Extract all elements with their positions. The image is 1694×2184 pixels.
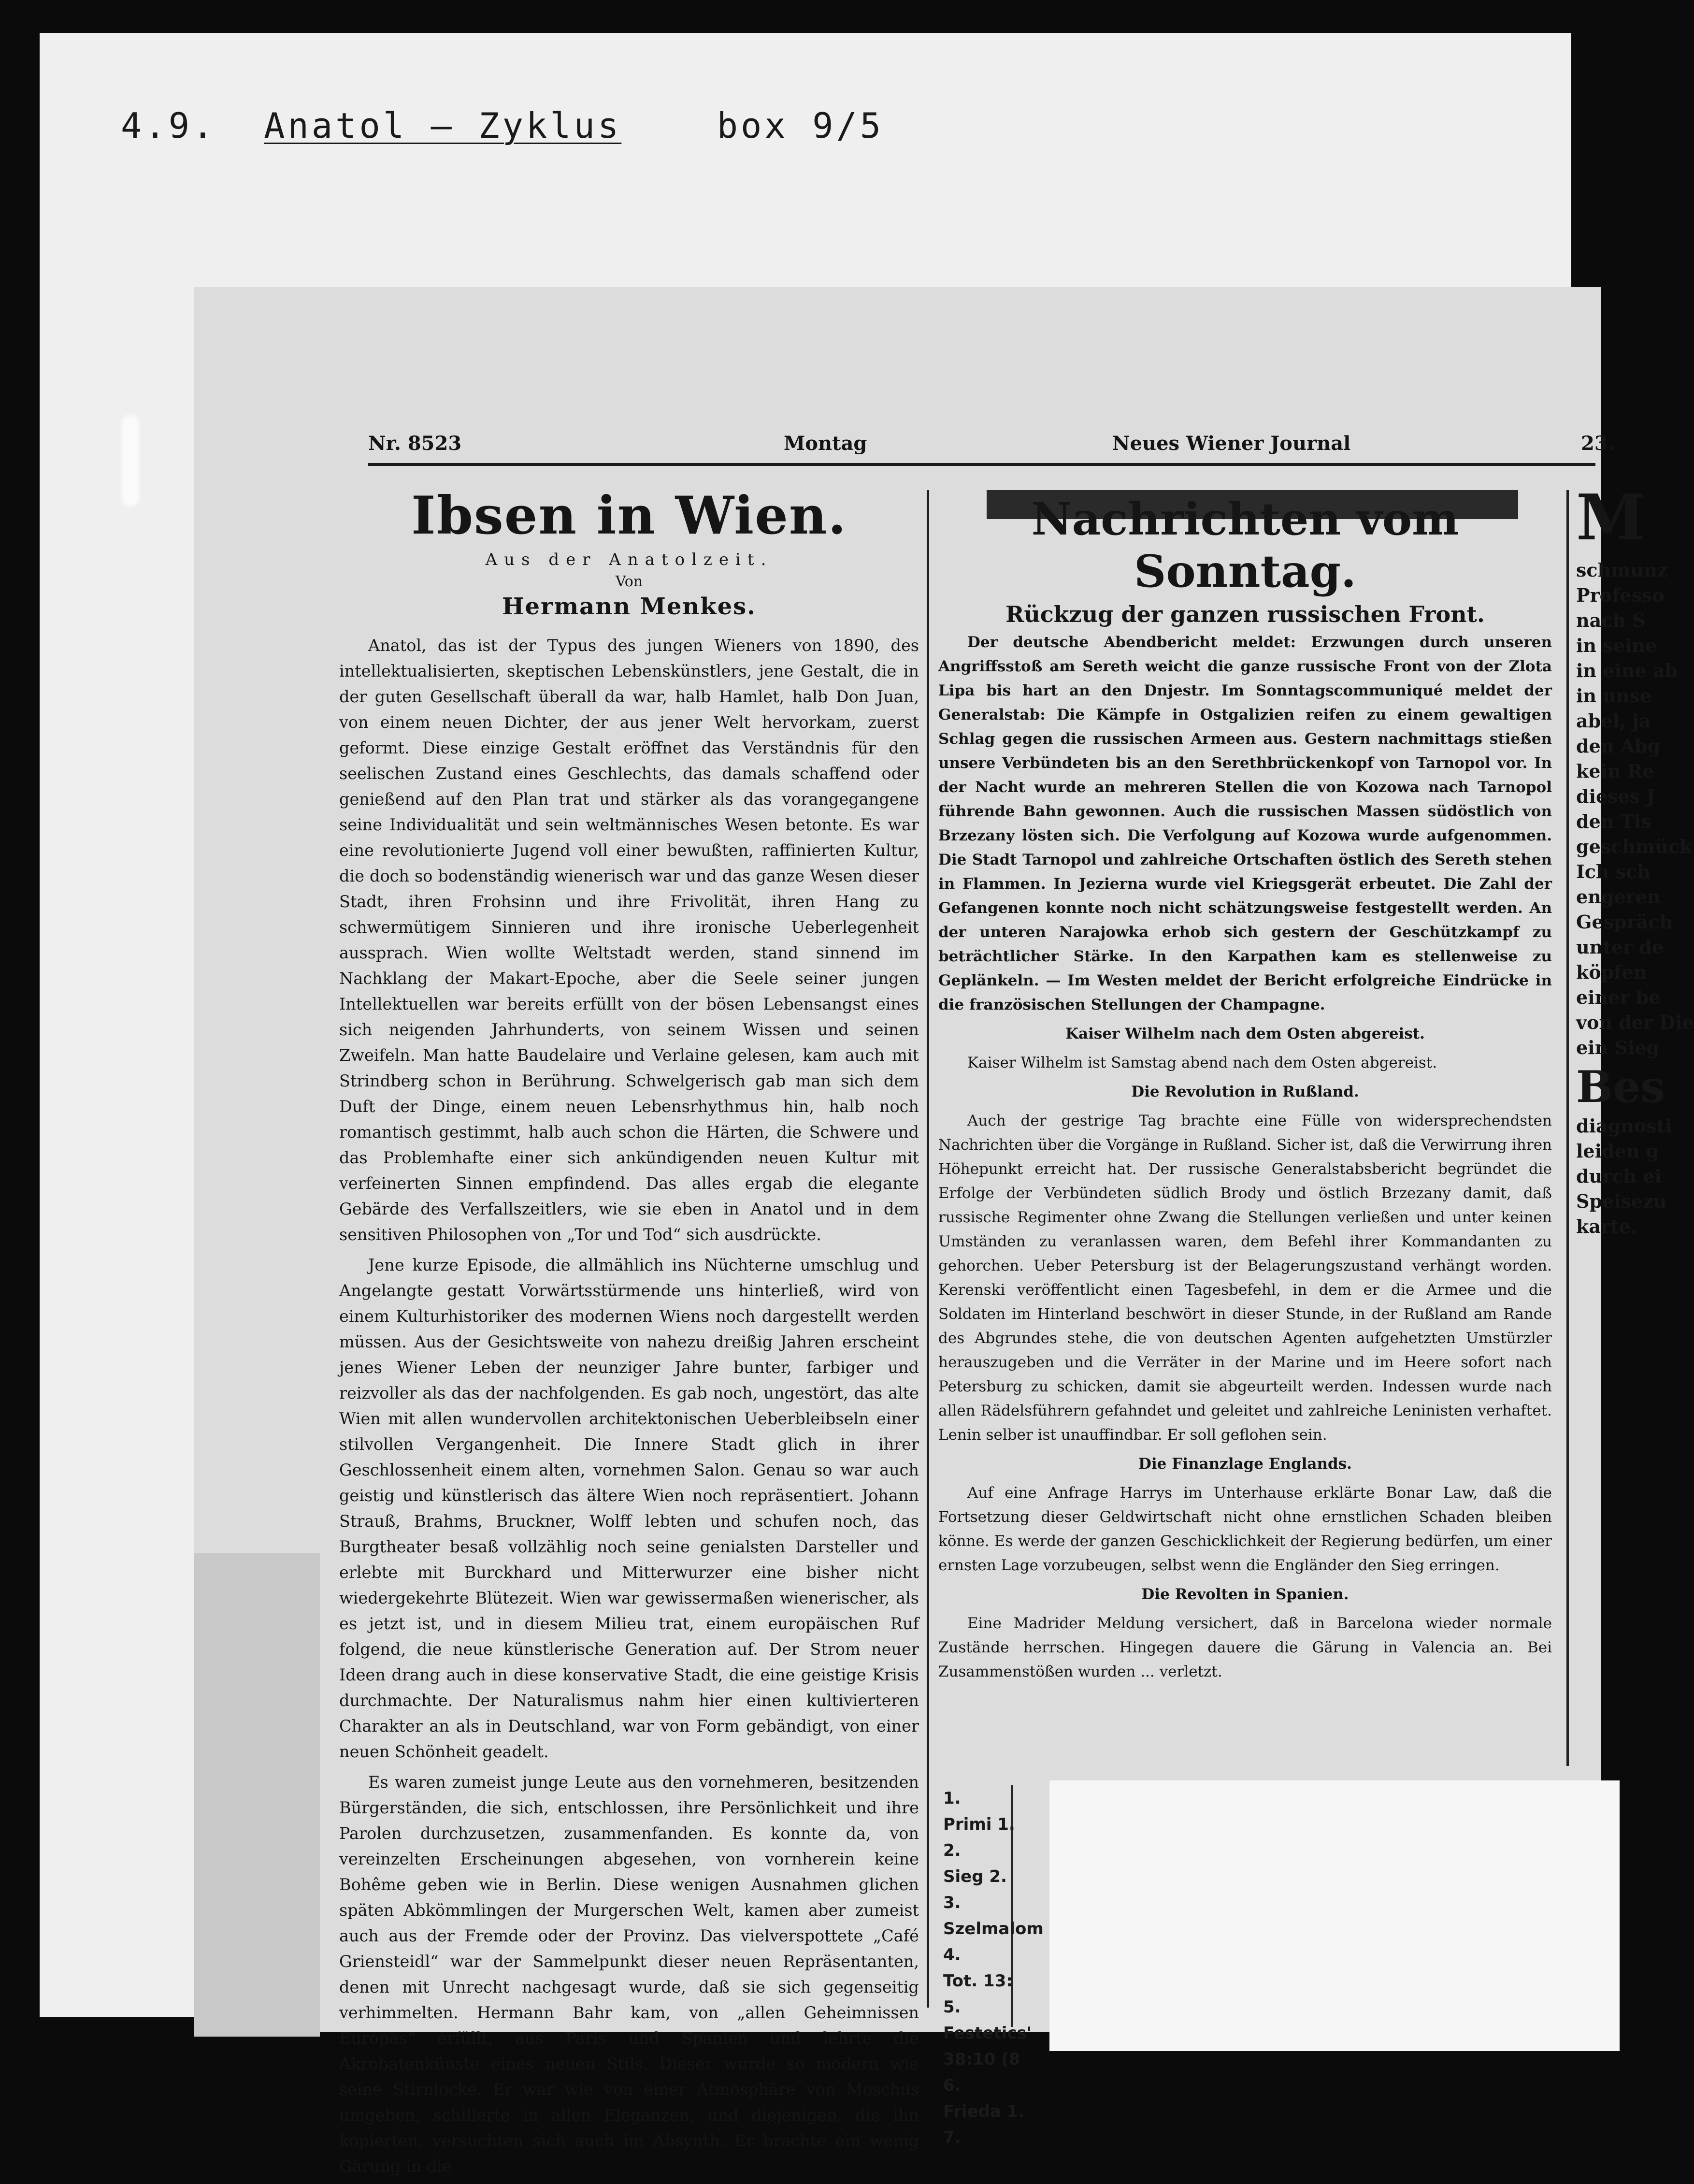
table-line: 7. [943, 2128, 961, 2147]
newspaper-name: Neues Wiener Journal [1112, 432, 1351, 455]
archive-number: 4.9. [121, 105, 216, 146]
fragment-line: leiden g [1576, 1140, 1659, 1162]
fragment-line: köpfen [1576, 961, 1647, 983]
fragment-line: nach S [1576, 609, 1646, 631]
paragraph: Der deutsche Abendbericht meldet: Erzwungen durch unseren Angriffsstoß am Sereth weicht die ganze russische Front von der Zlota Lipa bis hart an den Dnjestr. Im Sonntagscommuniqué meldet der Generalstab: Die Kämpfe in Ostgalizien reifen zu einem gewaltigen Schlag gegen die russischen Armeen aus. Gestern nachmittags stießen unsere Verbündeten bis an den Serethbrückenkopf von Tarnopol vor. In der Nacht wurde an mehreren Stellen die von Kozowa nach Tarnopol führende Bahn gewonnen. Auch die russischen Massen südöstlich von Brzezany lösten sich. Die Verfolgung auf Kozowa wurde aufgenommen. Die Stadt Tarnopol und zahlreiche Ortschaften östlich des Sereth stehen in Flammen. In Jezierna wurde viel Kriegsgerät erbeutet. Die Zahl der Gefangenen konnte noch nicht schätzungsweise festgestellt werden. An der unteren Narajowka erhob sich gestern der Geschützkampf zu beträchtlicher Stärke. In den Karpathen kam es stellenweise zu Geplänkeln. — Im Westen meldet der Bericht erfolgreiche Eindrücke in die französischen Stellungen der Champagne. [938, 634, 1552, 1013]
table-line: Frieda 1. [943, 2102, 1025, 2121]
masthead-rule [368, 463, 1595, 466]
table-line: Szelmalom [943, 1919, 1044, 1938]
article-subtitle: Aus der Anatolzeit. [485, 550, 773, 569]
section-heading: Die Revolution in Rußland. [1131, 1083, 1359, 1100]
table-line: 3. [943, 1893, 961, 1912]
byline-prefix: Von [615, 573, 643, 590]
fragment-line: unter de [1576, 936, 1664, 958]
newspaper-clipping [194, 287, 1694, 2176]
article-ibsen [339, 480, 919, 2184]
table-line: Sieg 2. [943, 1867, 1007, 1886]
fragment-line: den Abg [1576, 735, 1661, 757]
fragment-line: karte. [1576, 1215, 1637, 1237]
paper-crease [122, 415, 139, 506]
article-headline: Ibsen in Wien. [411, 485, 847, 546]
fragment-line: kein Re [1576, 760, 1654, 782]
weekday: Montag [784, 432, 867, 455]
table-line: 1. [943, 1789, 961, 1808]
news-subheadline: Rückzug der ganzen russischen Front. [1005, 601, 1485, 627]
paragraph: Anatol, das ist der Typus des jungen Wieners von 1890, des intellektualisierten, skeptischen Lebenskünstlers, jene Gestalt, die in der guten Gesellschaft überall da war, halb Hamlet, halb Don Juan, von einem neuen Dichter, der aus jener Welt hervorkam, zuerst geformt. Diese einzige Gestalt eröffnet das Verständnis für den seelischen Zustand eines Geschlechts, das damals schaffend oder genießend auf den Plan trat und stärker als das vorangegangene seine Individualität und sein weltmännisches Wesen betonte. Es war eine revolutionierte Jugend voll einer bewußten, raffinierten Kultur, die doch so bodenständig wienerisch war und das ganze Wesen dieser Stadt, ihren Frohsinn und ihre Frivolität, ihren Hang zu schwermütigem Sinnieren und ihre ironische Ueberlegenheit aussprach. Wien wollte Weltstadt werden, stand sinnend im Nachklang der Makart-Epoche, aber die Seele seiner jungen Intellektuellen war bereits erfüllt von der bösen Lebensangst eines sich neigenden Jahrhunderts, von seinem Wissen und seinen Zweifeln. Man hatte Baudelaire und Verlaine gelesen, kam auch mit Strindberg schon in Berührung. Schwelgerisch gab man sich dem Duft der Dinge, einem neuen Lebensrhythmus hin, halb noch romantisch gestimmt, halb auch schon die Härten, die Schwere und das Problemhafte einer sich ankündigenden neuen Kultur mit verfeinerten Sinnen empfindend. Das alles ergab die elegante Gebärde des Verfallszeitlers, wie sie eben in Anatol und in dem sensitiven Philosophen von „Tor und Tod“ sich ausdrückte. [339, 636, 919, 1244]
fragment-line: von der Die [1576, 1012, 1694, 1033]
column-divider [927, 490, 929, 2008]
news-body [938, 630, 1552, 1684]
fragment-line: dieses J [1576, 785, 1655, 807]
fragment-line: Speisezu [1576, 1190, 1667, 1212]
fragment-line: den Tis [1576, 810, 1651, 832]
article-news [938, 480, 1552, 1689]
table-line: 6. [943, 2076, 961, 2095]
fragment-line: in eine ab [1576, 660, 1678, 681]
table-line: 2. [943, 1841, 961, 1860]
table-line: Festetics' [943, 2024, 1032, 2043]
section-heading: Die Revolten in Spanien. [1141, 1586, 1349, 1603]
paragraph: Auf eine Anfrage Harrys im Unterhause erklärte Bonar Law, daß die Fortsetzung dieser Geldwirtschaft nicht ohne ernstlichen Schaden bleiben könne. Es werde der ganzen Geschicklichkeit der Regierung bedürfen, um einer ernsten Lage vorzubeugen, selbst wenn die Engländer den Sieg erringen. [938, 1484, 1552, 1574]
paragraph: Auch der gestrige Tag brachte eine Fülle von widersprechendsten Nachrichten über die Vorgänge in Rußland. Sicher ist, daß die Verwirrung ihren Höhepunkt erreicht hat. Der russische Generalstabsbericht begründet die Erfolge der Verbündeten südlich Brody und östlich Brzezany damit, daß russische Regimenter ohne Zwang die Stellungen verließen und unter keinen Umständen zu veranlassen waren, dem Befehl ihrer Kommandanten zu gehorchen. Ueber Petersburg ist der Belagerungszustand verhängt worden. Kerenski veröffentlicht einen Tagesbefehl, in dem er die Armee und die Soldaten im Hinterland beschwört in dieser Stunde, in der Rußland am Rande des Abgrundes stehe, die von deutschen Agenten aufgehetzten Umstürzler herauszugeben und die Verräter in der Marine und im Heere sofort nach Petersburg zu schicken, damit sie abgeurteilt werden. Indessen wurde nach allen Rädelsführern gefahndet und geleitet und zahlreiche Leninisten verhaftet. Lenin selber ist unauffindbar. Er soll geflohen sein. [938, 1112, 1552, 1444]
fragment-line: schmunz [1576, 559, 1668, 581]
fragment-line: ein Sieg [1576, 1037, 1660, 1058]
section-heading: Kaiser Wilhelm nach dem Osten abgereist. [1065, 1025, 1425, 1042]
paragraph: Jene kurze Episode, die allmählich ins Nüchterne umschlug und Angelangte gestatt Vorwärtsstürmende uns hinterließ, wird von einem Kulturhistoriker des modernen Wiens noch dargestellt werden müssen. Aus der Gesichtsweite von nahezu dreißig Jahren erscheint jenes Wiener Leben der neunziger Jahre bunter, farbiger und reizvoller als das der nachfolgenden. Es gab noch, ungestört, das alte Wien mit allen wundervollen architektonischen Ueberbleibseln einer stilvollen Vergangenheit. Die Innere Stadt glich in ihrer Geschlossenheit einem alten, vornehmen Salon. Genau so war auch geistig und künstlerisch das ältere Wien noch repräsentiert. Johann Strauß, Brahms, Bruckner, Wolff lebten und schufen noch, das Burgtheater besaß vollzählig noch seine genialsten Darsteller und erlebte mit Burckhard und Mitterwurzer eine bisher nicht wiedergekehrte Blütezeit. Wien war gewissermaßen wienerischer, als es jetzt ist, und in diesem Milieu trat, einem europäischen Ruf folgend, die neue künstlerische Generation auf. Der Strom neuer Ideen drang auch in diese konservative Stadt, die eine geistige Krisis durchmachte. Der Naturalismus nahm hier einen kultivierteren Charakter an als in Deutschland, war von Form gebändigt, von einer neuen Schönheit geadelt. [339, 1256, 919, 1761]
right-column-fragment [1576, 558, 1694, 1239]
archive-box: box 9/5 [717, 105, 884, 146]
fragment-line: in seine [1576, 635, 1657, 656]
date-fragment: 23. [1581, 432, 1615, 455]
results-table-fragment [943, 1785, 1049, 2151]
section-heading: Die Finanzlage Englands. [1138, 1455, 1352, 1473]
right-partial-headline: M [1576, 480, 1646, 554]
table-line: 4. [943, 1945, 961, 1965]
fragment-line: einer be [1576, 986, 1661, 1008]
paragraph: Kaiser Wilhelm ist Samstag abend nach dem Osten abgereist. [967, 1054, 1437, 1071]
paragraph: Es waren zumeist junge Leute aus den vornehmeren, besitzenden Bürgerständen, die sich, entschlossen, ihre Persönlichkeit und ihre Parolen durchzusetzen, zusammenfanden. Es konnte da, von vereinzelten Erscheinungen abgesehen, von vornherein keine Bohême geben wie in Berlin. Diese wenigen Ausnahmen glichen späten Abkömmlingen der Murgerschen Welt, kamen aber zumeist auch aus der Fremde oder der Provinz. Das vielverspottete „Café Griensteidl“ war der Sammelpunkt dieser neuen Repräsentanten, denen mit Unrecht nachgesagt wurde, daß sie sich gegenseitig verhimmelten. Hermann Bahr kam, von „allen Geheimnissen Europas“ erfüllt, aus Paris und Spanien und lehrte die Akrobatenkünste eines neuen Stils. Dieser wurde so modern wie seine Stirnlocke. Er war wie von einer Atmosphäre von Moschus umgeben, schillerte in allen Eleganzen, und diejenigen, die ihn kopierten, versuchten sich auch im Absynth. Er brachte ein wenig Gärung in die [339, 1773, 919, 2176]
issue-number: Nr. 8523 [368, 432, 462, 455]
fragment-line: durch ei [1576, 1165, 1662, 1187]
newspaper-masthead [368, 432, 1615, 461]
table-line: Primi 1. [943, 1815, 1015, 1834]
fragment-line: Professo [1576, 584, 1665, 606]
fragment-line: in unse [1576, 685, 1652, 707]
archive-sheet [40, 33, 1694, 2176]
archive-label [121, 105, 884, 146]
fragment-line: geschmück [1576, 836, 1693, 857]
fragment-line: diagnosti [1576, 1115, 1672, 1137]
fragment-line: abel, ja [1576, 710, 1651, 732]
archive-title: Anatol – Zyklus [264, 105, 622, 146]
paragraph: Eine Madrider Meldung versichert, daß in Barcelona wieder normale Zustände herrschen. Hingegen dauere die Gärung in Valencia an. Bei Zusammenstößen wurden ... verletzt. [938, 1615, 1552, 1680]
fragment-line: engeren [1576, 886, 1661, 908]
fragment-line: Gespräch [1576, 911, 1673, 933]
table-line: 5. [943, 1997, 961, 2017]
fragment-line: Bes [1576, 1061, 1665, 1113]
article-author: Hermann Menkes. [502, 593, 756, 620]
news-headline: Nachrichten vom Sonntag. [1031, 493, 1459, 597]
column-divider-right [1566, 490, 1569, 1766]
clipping-shadow [194, 1553, 320, 2037]
table-line: Tot. 13: [943, 1971, 1013, 1991]
article-body [339, 633, 919, 2179]
fragment-line: Ich sch [1576, 861, 1651, 882]
table-line: 38:10 (8 [943, 2050, 1020, 2069]
paper-patch [1049, 1780, 1620, 2051]
